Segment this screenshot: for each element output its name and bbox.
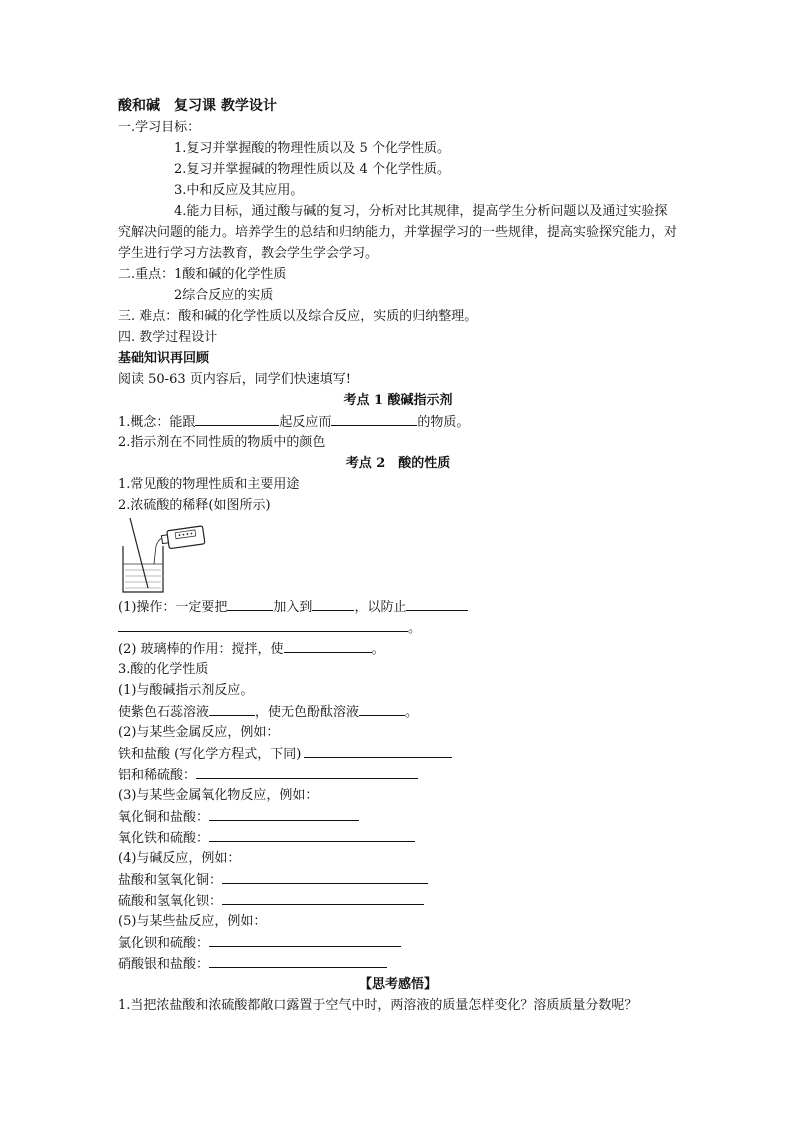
blank-field[interactable]	[331, 411, 417, 426]
process-heading: 四. 教学过程设计	[118, 330, 218, 345]
fe2o3-h2so4-line	[118, 827, 678, 848]
op-text-b: 加入到	[273, 600, 313, 615]
hcl-cuoh2-label: 盐酸和氢氧化铜：	[118, 873, 223, 888]
key-points-label: 二.重点：	[118, 267, 175, 282]
reflection-heading: 【思考感悟】	[358, 977, 437, 992]
rod-end: 。	[371, 642, 385, 657]
operation-line	[118, 596, 678, 617]
op-end: 。	[408, 621, 422, 636]
litmus-text: 使紫色石蕊溶液	[118, 705, 210, 720]
prop-3: (3)与某些金属氧化物反应，例如：	[118, 788, 319, 803]
indicator-colors: 2.指示剂在不同性质的物质中的颜色	[118, 435, 326, 450]
hcl-cuoh2-line	[118, 869, 678, 890]
blank-field[interactable]	[196, 764, 418, 779]
document-page	[118, 96, 678, 1016]
dilution-figure	[118, 516, 678, 596]
op-text-c: ，以防止	[354, 600, 407, 615]
fe-hcl-label: 铁和盐酸 (写化学方程式，下同)	[118, 747, 302, 762]
objective-2: 2.复习并掌握碱的物理性质以及 4 个化学性质。	[174, 162, 450, 177]
kaodian1-heading: 考点 1 酸碱指示剂	[343, 393, 453, 408]
bacl2-h2so4-line	[118, 932, 678, 953]
blank-field[interactable]	[359, 701, 405, 716]
blank-field[interactable]	[209, 953, 387, 968]
blank-field[interactable]	[209, 932, 401, 947]
blank-field[interactable]	[222, 869, 428, 884]
rod-text: (2) 玻璃棒的作用：搅拌，使	[118, 642, 284, 657]
reading-instruction: 阅读 50-63 页内容后，同学们快速填写!	[118, 372, 351, 387]
agno3-hcl-line	[118, 953, 678, 974]
cuo-hcl-label: 氧化铜和盐酸：	[118, 810, 210, 825]
reflection-question-1: 1.当把浓盐酸和浓硫酸都敞口露置于空气中时，两溶液的质量怎样变化？溶质质量分数呢？	[118, 998, 638, 1013]
acid-physical: 1.常见酸的物理性质和主要用途	[118, 477, 300, 492]
beaker-diagram	[118, 516, 238, 596]
op-text-a: (1)操作：一定要把	[118, 600, 228, 615]
blank-field[interactable]	[227, 596, 273, 611]
page-title: 酸和碱 复习课 教学设计	[118, 98, 277, 114]
h2so4-baoh2-line	[118, 890, 678, 911]
concept-text-b: 起反应而	[279, 415, 332, 430]
indicator-end: 。	[405, 705, 419, 720]
acid-dilution: 2.浓硫酸的稀释(如图所示)	[118, 498, 271, 513]
objective-1: 1.复习并掌握酸的物理性质以及 5 个化学性质。	[174, 141, 450, 156]
operation-line-cont	[118, 617, 678, 638]
blank-field[interactable]	[406, 596, 468, 611]
agno3-hcl-label: 硝酸银和盐酸：	[118, 957, 210, 972]
blank-field[interactable]	[312, 596, 354, 611]
blank-field[interactable]	[209, 806, 359, 821]
prop-1: (1)与酸碱指示剂反应。	[118, 683, 254, 698]
key-point-2: 2综合反应的实质	[174, 288, 274, 303]
al-h2so4-label: 铝和稀硫酸：	[118, 768, 197, 783]
objective-4: 4.能力目标，通过酸与碱的复习，分析对比其规律，提高学生分析问题以及通过实验探究解决问题的能力。培养学生的总结和归纳能力，并掌握学习的一些规律，提高实验探究能力，对学生进行学习方法教育，教会学生学会学习。	[118, 204, 678, 261]
blank-field[interactable]	[118, 617, 408, 632]
fe-hcl-line	[118, 743, 678, 764]
glass-rod-line	[118, 638, 678, 659]
blank-field[interactable]	[222, 890, 424, 905]
concept-line	[118, 411, 678, 432]
blank-field[interactable]	[209, 827, 415, 842]
al-h2so4-line	[118, 764, 678, 785]
kaodian2-heading: 考点 2 酸的性质	[345, 456, 451, 471]
fe2o3-h2so4-label: 氧化铁和硫酸：	[118, 831, 210, 846]
concept-text-a: 1.概念：能跟	[118, 415, 196, 430]
blank-field[interactable]	[304, 743, 452, 758]
acid-chemical-heading: 3.酸的化学性质	[118, 662, 209, 677]
h2so4-baoh2-label: 硫酸和氢氧化钡：	[118, 894, 223, 909]
prop-5: (5)与某些盐反应，例如：	[118, 914, 267, 929]
review-heading: 基础知识再回顾	[118, 351, 210, 366]
blank-field[interactable]	[195, 411, 279, 426]
blank-field[interactable]	[209, 701, 255, 716]
key-points	[118, 264, 678, 285]
bacl2-h2so4-label: 氯化钡和硫酸：	[118, 936, 210, 951]
indicator-line	[118, 701, 678, 722]
prop-4: (4)与碱反应，例如：	[118, 851, 241, 866]
blank-field[interactable]	[284, 638, 372, 653]
objective-3: 3.中和反应及其应用。	[174, 183, 304, 198]
cuo-hcl-line	[118, 806, 678, 827]
concept-text-c: 的物质。	[417, 415, 470, 430]
key-point-1: 1酸和碱的化学性质	[174, 267, 287, 282]
difficulty: 三. 难点：酸和碱的化学性质以及综合反应，实质的归纳整理。	[118, 309, 478, 324]
phenol-text: ，使无色酚酞溶液	[255, 705, 360, 720]
prop-2: (2)与某些金属反应，例如：	[118, 725, 280, 740]
objectives-heading: 一.学习目标：	[118, 120, 201, 135]
